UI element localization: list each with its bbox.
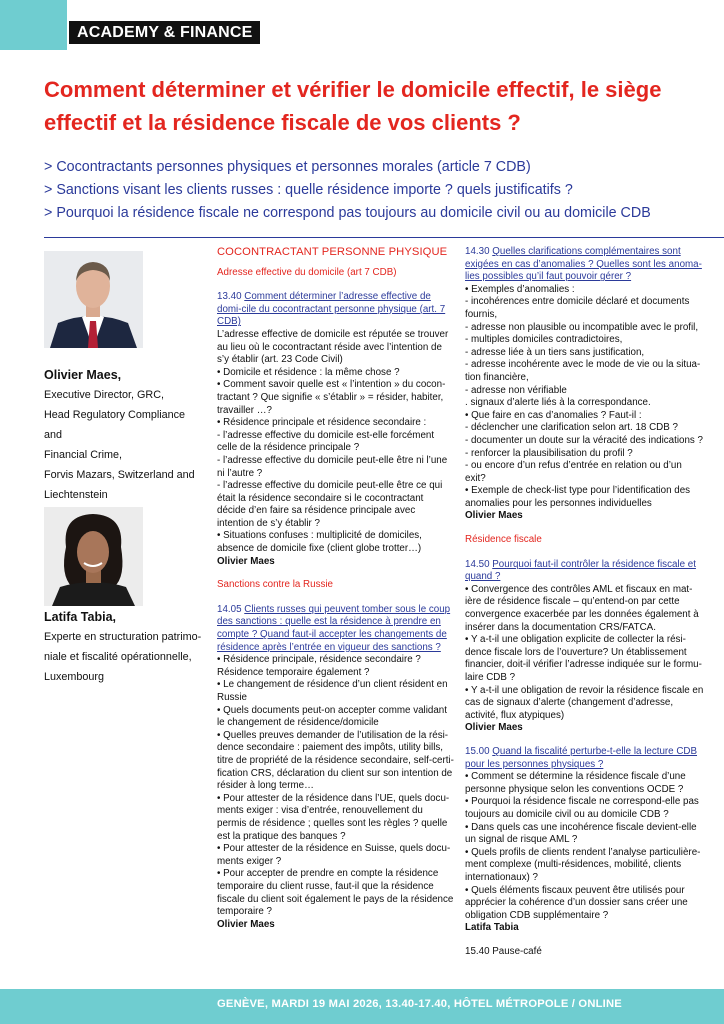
- session-title: [465, 559, 705, 584]
- session-text: L’adresse effective de domicile est réputée se trouver au lieu où le cocontractant réside avec l’intention de s’y établir (art. 23 Code Civil): [217, 328, 449, 366]
- speaker-role: Head Regulatory Compliance and: [44, 409, 186, 441]
- speaker-name: Olivier Maes,: [44, 368, 122, 382]
- speaker-photo-latifa-tabia: [44, 507, 143, 606]
- session-text: • Quels profils de clients rendent l’analyse particulière-ment complexe (multi-résidences, mobilité, clients internationaux) ?: [465, 846, 701, 883]
- session-speaker: Olivier Maes: [465, 510, 523, 522]
- session-text: • Exemples d’anomalies :: [465, 283, 575, 295]
- section-subheading: Adresse effective du domicile (art 7 CDB): [217, 266, 397, 278]
- session-text: - adresse non plausible ou incompatible avec le profil,: [465, 321, 699, 333]
- divider: [44, 237, 724, 238]
- speaker-olivier-maes: [44, 366, 204, 505]
- session-text: • Situations confuses : multiplicité de domiciles, absence de domicile fixe (client globe trotter…): [217, 530, 422, 555]
- session-time: 15.00: [465, 745, 490, 757]
- session-speaker: Olivier Maes: [465, 722, 523, 734]
- intro-item: > Pourquoi la résidence fiscale ne correspond pas toujours au domicile civil ou au domicile CDB: [44, 205, 651, 221]
- session-title: [217, 604, 454, 654]
- intro-list: [44, 156, 724, 225]
- session-text: • Résidence principale, résidence secondaire ? Résidence temporaire également ?: [217, 654, 421, 678]
- session-text: - adresse liée à un tiers sans justification,: [465, 346, 645, 358]
- footer-band: [0, 989, 724, 1024]
- session-text: • Le changement de résidence d’un client résident en Russie: [217, 679, 448, 703]
- session-text: • Dans quels cas une incohérence fiscale devient-elle un signal de risque AML ?: [465, 821, 697, 846]
- session-heading: Quelles clarifications complémentaires sont exigées en cas d’anomalies ? Quelles sont les anoma-lies possibles qu’il faut pouvoir gérer ?: [465, 246, 702, 283]
- session-time: 14.05: [217, 603, 242, 615]
- speaker-photo-olivier-maes: [44, 251, 143, 348]
- session-text: • Exemple de check-list type pour l’identification des anomalies pour les personnes individuelles: [465, 485, 691, 509]
- session-text: • Pourquoi la résidence fiscale ne correspond-elle pas toujours au domicile civil ou au domicile CDB ?: [465, 796, 699, 820]
- session-title: [217, 291, 454, 329]
- speaker-latifa-tabia: [44, 608, 204, 687]
- session-text: - déclencher une clarification selon art. 18 CDB ?: [465, 422, 678, 434]
- event-details: GENÈVE, MARDI 19 MAI 2026, 13.40-17.40, HÔTEL MÉTROPOLE / ONLINE: [217, 998, 622, 1010]
- session-text: • Quelles preuves demander de l’utilisation de la rési-dence secondaire : paiement des impôts, utility bills, titre de propriété de la résidence secondaire, self-certi-fication CRS, déclaration du client sur son intention de résider à long terme…: [217, 729, 454, 792]
- session-text: • Résidence principale et résidence secondaire :: [217, 417, 427, 429]
- session-text: • Y a-t-il une obligation explicite de collecter la rési-dence fiscale lors de l’ouverture? Un établissement financier, doit-il vérifier l’adresse indiquée sur le formu-laire CDB ?: [465, 634, 702, 683]
- session-text: - ou encore d’un refus d’entrée en relation ou d’un exit?: [465, 460, 682, 484]
- session-text: • Que faire en cas d’anomalies ? Faut-il :: [465, 409, 642, 421]
- session-text: - incohérences entre domicile déclaré et documents fournis,: [465, 296, 690, 320]
- session-text: - renforcer la plausibilisation du profil ?: [465, 447, 633, 459]
- session-text: - l’adresse effective du domicile peut-elle être ce qui était la résidence secondaire si le cocontractant décide d’en faire sa résidence principale avec intention de s’y établir ?: [217, 480, 443, 529]
- session-text: • Y a-t-il une obligation de revoir la résidence fiscale en cas de signaux d’alerte (changement d’adresse, activité, flux atypiques): [465, 684, 704, 721]
- section-subheading: Sanctions contre la Russie: [217, 579, 333, 591]
- session-heading: Comment déterminer l’adresse effective de domi-cile du cocontractant personne physique (art. 7 CDB): [217, 291, 446, 328]
- session-text: • Pour attester de la résidence dans l’UE, quels docu-ments exiger : visa d’entrée, renouvellement du permis de résidence ; quelles sont les règles ? quelle est la pratique des banques ?: [217, 792, 450, 842]
- session-text: - l’adresse effective du domicile est-elle forcément celle de la résidence principale ?: [217, 429, 435, 454]
- speaker-role: Executive Director, GRC,: [44, 389, 164, 401]
- session-text: - documenter un doute sur la véracité des indications ?: [465, 434, 703, 446]
- speaker-role: Financial Crime,: [44, 449, 122, 461]
- coffee-break: 15.40 Pause-café: [465, 945, 542, 957]
- session-speaker: Olivier Maes: [217, 555, 275, 567]
- intro-item: > Sanctions visant les clients russes : quelle résidence importe ? quels justificatifs ?: [44, 182, 573, 198]
- section-heading: COCONTRACTANT PERSONNE PHYSIQUE: [217, 246, 448, 258]
- session-text: - l’adresse effective du domicile peut-elle être ni l’une ni l’autre ?: [217, 454, 448, 479]
- program-column-1: [217, 246, 454, 942]
- speaker-name: Latifa Tabia,: [44, 610, 117, 624]
- session-text: • Convergence des contrôles AML et fiscaux en mat-ière de résidence fiscale – qu’entend-on par cette convergence exacerbée par les données également à insérer dans la documentation CRS/FATCA.: [465, 583, 699, 633]
- session-text: - multiples domiciles contradictoires,: [465, 334, 623, 346]
- session-title: [465, 746, 705, 771]
- session-text: • Comment savoir quelle est « l’intention » du cocon-tractant ? Que signifie « s’établir » = résider, habiter, travailler …?: [217, 379, 446, 416]
- page-title: Comment déterminer et vérifier le domicile effectif, le siège effectif et la résidence fiscale de vos clients ?: [44, 77, 662, 135]
- session-text: • Domicile et résidence : la même chose ?: [217, 366, 400, 378]
- session-heading: Clients russes qui peuvent tomber sous le coup des sanctions : quelle est la résidence à prendre en compte ? Quand faut-il accepter les changements de résidence après l’entrée en vigueur des sanctions ?: [217, 603, 451, 653]
- section-subheading: Résidence fiscale: [465, 534, 542, 546]
- brand-logo: ACADEMY & FINANCE: [69, 21, 260, 44]
- session-text: • Pour accepter de prendre en compte la résidence temporaire du client russe, faut-il que la résidence fiscale du client soit également le pays de la résidence temporaire ?: [217, 868, 454, 918]
- intro-item: > Cocontractants personnes physiques et personnes morales (article 7 CDB): [44, 159, 531, 175]
- session-text: • Quels documents peut-on accepter comme validant le changement de résidence/domicile: [217, 704, 447, 729]
- session-text: • Pour attester de la résidence en Suisse, quels docu-ments exiger ?: [217, 843, 451, 867]
- speaker-role: Experte en structuration patrimo-: [44, 631, 202, 643]
- session-text: • Quels éléments fiscaux peuvent être utilisés pour apprécier la cohérence d’un dossier sans créer une obligation CDB supplémentaire ?: [465, 884, 688, 921]
- speaker-role: Luxembourg: [44, 671, 105, 683]
- session-time: 14.30: [465, 246, 490, 257]
- speaker-role: Forvis Mazars, Switzerland and: [44, 469, 195, 481]
- session-heading: Pourquoi faut-il contrôler la résidence fiscale et quand ?: [465, 558, 696, 583]
- session-text: . signaux d’alerte liés à la correspondance.: [465, 397, 651, 409]
- session-text: • Comment se détermine la résidence fiscale d’une personne physique selon les conventions OCDE ?: [465, 771, 686, 795]
- session-title: [465, 246, 705, 284]
- session-time: 13.40: [217, 291, 242, 303]
- session-text: - adresse non vérifiable: [465, 384, 567, 396]
- speaker-role: Liechtenstein: [44, 489, 108, 501]
- speaker-role: niale et fiscalité opérationnelle,: [44, 651, 192, 663]
- session-text: - adresse incohérente avec le mode de vie ou la situa-tion financière,: [465, 359, 701, 383]
- program-column-2: [465, 246, 705, 958]
- session-speaker: Latifa Tabia: [465, 922, 519, 934]
- session-heading: Quand la fiscalité perturbe-t-elle la lecture CDB pour les personnes physiques ?: [465, 745, 698, 770]
- session-speaker: Olivier Maes: [217, 918, 275, 930]
- session-time: 14.50: [465, 558, 490, 570]
